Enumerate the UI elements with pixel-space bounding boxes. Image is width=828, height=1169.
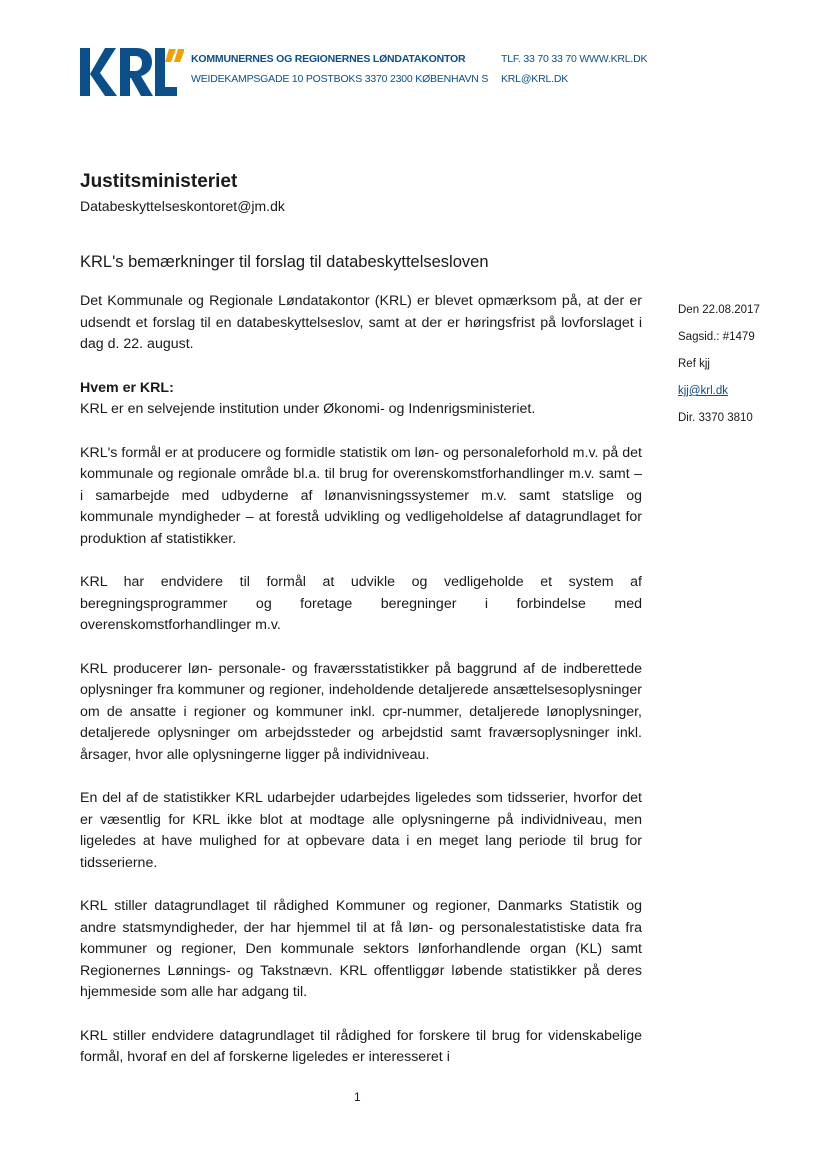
paragraph-researchers: KRL stiller endvidere datagrundlaget til rådighed for forskere til brug for videnskabelige formål, hvoraf en del af forskerne ligeledes er interesseret i (80, 1027, 642, 1065)
recipient-name: Justitsministeriet (80, 171, 238, 192)
letter-subject: KRL's bemærkninger til forslag til databeskyttelsesloven (80, 253, 489, 271)
paragraph-purpose: KRL's formål er at producere og formidle statistik om løn- og personaleforhold m.v. på det kommunale og regionale område bl.a. til brug for overenskomstforhandlinger m.v. samt – i samarbejde med udbyderne af lønanvisningssystemer m.v. samt statslige og kommunale myndigheder – at forestå udvikling og vedligeholdelse af datagrundlaget for produktion af statistikker. (80, 444, 642, 547)
org-name: KOMMUNERNES OG REGIONERNES LØNDATAKONTOR (191, 53, 466, 65)
section-heading: Hvem er KRL: (80, 379, 174, 396)
paragraph-about-text: KRL er en selvejende institution under Økonomi- og Indenrigsministeriet. (80, 401, 536, 417)
paragraph-timeseries: En del af de statistikker KRL udarbejder udarbejdes ligeledes som tidsserier, hvorfor det er væsentlig for KRL ikke blot at modtage alle oplysningerne på individniveau, men ligeledes at have mulighed for at opbevare data i en meget lang periode til brug for tidsserierne. (80, 790, 642, 871)
letter-meta (678, 304, 760, 439)
org-address: WEIDEKAMPSGADE 10 POSTBOKS 3370 2300 KØBENHAVN S (191, 73, 489, 85)
recipient-block (80, 170, 285, 216)
krl-logo-mark (80, 46, 184, 98)
page-number: 1 (354, 1090, 361, 1104)
letter-date: Den 22.08.2017 (678, 304, 760, 316)
org-email: KRL@KRL.DK (501, 73, 569, 85)
case-id: Sagsid.: #1479 (678, 331, 755, 343)
paragraph-intro: Det Kommunale og Regionale Løndatakontor (KRL) er blevet opmærksom på, at der er udsendt et forslag til en databeskyttelseslov, samt at der er høringsfrist på lovforslaget i dag d. 22. august. (80, 293, 642, 352)
paragraph-recipients: KRL stiller datagrundlaget til rådighed Kommuner og regioner, Danmarks Statistik og andre statsmyndigheder, der har hjemmel til at få løn- og personalestatistiske data fra kommuner og regioner, Den kommunale sektors lønforhandlende organ (KL) samt Regionernes Lønnings- og Takstnævn. KRL offentliggør løbende statistikker på deres hjemmeside som alle har adgang til. (80, 898, 642, 1000)
paragraph-calculations: KRL har endvidere til formål at udvikle og vedligeholde et system af beregningsprogrammer og foretage beregninger i forbindelse med overenskomstforhandlinger m.v. (80, 574, 642, 633)
krl-logo (80, 46, 184, 98)
contact-email-link[interactable]: kjj@krl.dk (678, 385, 729, 397)
letter-body (80, 291, 642, 1091)
paragraph-about (80, 378, 642, 421)
paragraph-statistics: KRL producerer løn- personale- og fraværsstatistikker på baggrund af de indberettede oplysninger fra kommuner og regioner, indeholdende detaljerede ansættelsesoplysninger om de ansatte i regioner og kommuner inkl. cpr-nummer, detaljerede lønoplysninger, detaljerede oplysninger om arbejdssteder og arbejdstid samt fraværsoplysninger inkl. årsager, hvor alle oplysningerne ligger på individniveau. (80, 660, 642, 763)
reference: Ref kjj (678, 358, 710, 370)
recipient-email: Databeskyttelseskontoret@jm.dk (80, 198, 285, 214)
direct-phone: Dir. 3370 3810 (678, 412, 753, 424)
phone-website: TLF. 33 70 33 70 WWW.KRL.DK (501, 53, 648, 65)
